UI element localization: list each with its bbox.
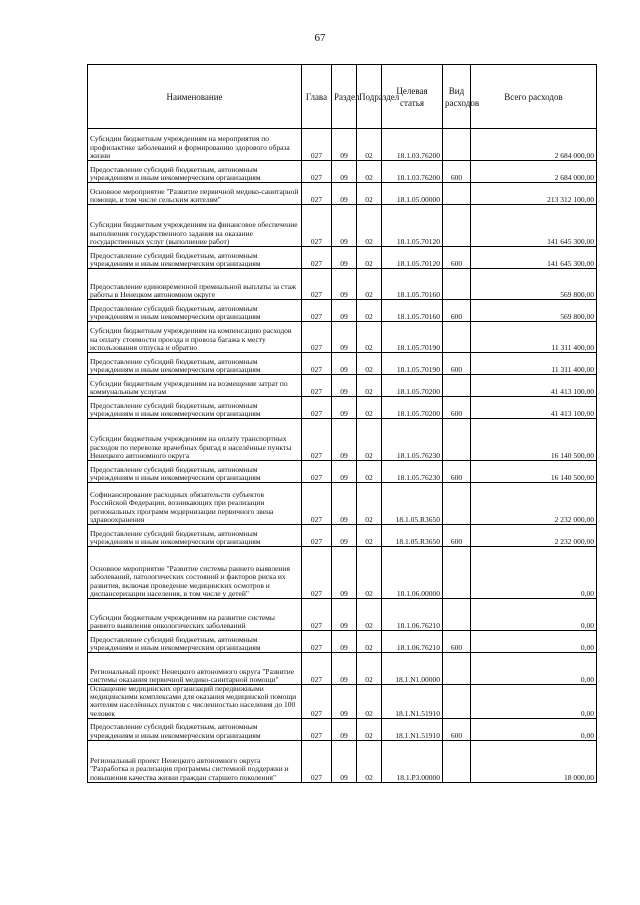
cell-podrazdel: 02	[357, 205, 382, 247]
table-row	[88, 129, 597, 161]
cell-razdel: 09	[332, 419, 357, 461]
cell-vid	[443, 183, 471, 205]
cell-podrazdel: 02	[357, 685, 382, 719]
cell-glava: 027	[302, 205, 332, 247]
cell-glava: 027	[302, 685, 332, 719]
cell-name: Субсидии бюджетным учреждениям на возмещение затрат по коммунальным услугам	[88, 375, 302, 397]
cell-vid	[443, 375, 471, 397]
cell-total: 2 232 000,00	[471, 525, 597, 547]
cell-glava: 027	[302, 740, 332, 782]
cell-target: 18.1.05.R3650	[382, 483, 443, 525]
cell-razdel: 09	[332, 599, 357, 631]
header-podrazdel: Подраздел	[357, 65, 382, 129]
table-header-row	[88, 65, 597, 129]
cell-podrazdel: 02	[357, 525, 382, 547]
table-row	[88, 161, 597, 183]
cell-razdel: 09	[332, 300, 357, 322]
header-target: Целевая статья	[382, 65, 443, 129]
cell-glava: 027	[302, 461, 332, 483]
table-row	[88, 631, 597, 653]
cell-podrazdel: 02	[357, 161, 382, 183]
cell-podrazdel: 02	[357, 375, 382, 397]
cell-target: 18.1.N1.00000	[382, 653, 443, 685]
cell-total: 41 413 100,00	[471, 375, 597, 397]
cell-target: 18.1.05.70190	[382, 353, 443, 375]
cell-vid	[443, 740, 471, 782]
header-total: Всего расходов	[471, 65, 597, 129]
cell-razdel: 09	[332, 353, 357, 375]
cell-total: 0,00	[471, 547, 597, 599]
cell-target: 18.1.06.00000	[382, 547, 443, 599]
table-row	[88, 205, 597, 247]
table-row	[88, 685, 597, 719]
cell-target: 18.1.05.70200	[382, 397, 443, 419]
cell-podrazdel: 02	[357, 353, 382, 375]
cell-target: 18.1.N1.51910	[382, 685, 443, 719]
cell-target: 18.1.06.76210	[382, 599, 443, 631]
cell-name: Предоставление субсидий бюджетным, автономным учреждениям и иным некоммерческим организациям	[88, 718, 302, 740]
cell-target: 18.1.N1.51910	[382, 718, 443, 740]
table-row	[88, 419, 597, 461]
cell-name: Предоставление субсидий бюджетным, автономным учреждениям и иным некоммерческим организациям	[88, 353, 302, 375]
cell-total: 16 140 500,00	[471, 461, 597, 483]
cell-target: 18.1.05.70160	[382, 269, 443, 300]
cell-total: 11 311 400,00	[471, 353, 597, 375]
cell-total: 569 800,00	[471, 269, 597, 300]
cell-name: Региональный проект Ненецкого автономного округа "Развитие системы оказания первичной медико-санитарной помощи"	[88, 653, 302, 685]
cell-glava: 027	[302, 183, 332, 205]
cell-vid: 600	[443, 718, 471, 740]
cell-target: 18.1.05.70120	[382, 247, 443, 269]
cell-podrazdel: 02	[357, 397, 382, 419]
cell-razdel: 09	[332, 483, 357, 525]
header-glava: Глава	[302, 65, 332, 129]
cell-name: Основное мероприятие "Развитие первичной медико-санитарной помощи, в том числе сельским жителям"	[88, 183, 302, 205]
cell-glava: 027	[302, 129, 332, 161]
cell-razdel: 09	[332, 461, 357, 483]
cell-glava: 027	[302, 375, 332, 397]
cell-glava: 027	[302, 161, 332, 183]
cell-podrazdel: 02	[357, 461, 382, 483]
cell-vid	[443, 653, 471, 685]
header-razdel: Раздел	[332, 65, 357, 129]
cell-vid: 600	[443, 397, 471, 419]
cell-total: 41 413 100,00	[471, 397, 597, 419]
cell-target: 18.1.05.70120	[382, 205, 443, 247]
cell-target: 18.1.05.76230	[382, 419, 443, 461]
cell-vid: 600	[443, 247, 471, 269]
cell-vid	[443, 322, 471, 353]
cell-target: 18.1.06.76210	[382, 631, 443, 653]
table-row	[88, 397, 597, 419]
page-number: 67	[314, 32, 326, 44]
cell-razdel: 09	[332, 205, 357, 247]
cell-razdel: 09	[332, 653, 357, 685]
table-row	[88, 483, 597, 525]
cell-name: Основное мероприятие "Развитие системы раннего выявления заболеваний, патологических состояний и факторов риска их развития, включая проведение медицинских осмотров и диспансеризации населения, в том числе у детей"	[88, 547, 302, 599]
table-row	[88, 247, 597, 269]
cell-glava: 027	[302, 547, 332, 599]
cell-target: 18.1.05.76230	[382, 461, 443, 483]
cell-vid	[443, 419, 471, 461]
cell-total: 0,00	[471, 718, 597, 740]
cell-vid	[443, 205, 471, 247]
cell-glava: 027	[302, 525, 332, 547]
cell-name: Предоставление субсидий бюджетным, автономным учреждениям и иным некоммерческим организациям	[88, 461, 302, 483]
cell-name: Субсидии бюджетным учреждениям на оплату транспортных расходов по перевозке врачебных бригад в населённые пункты Ненецкого автономного округа	[88, 419, 302, 461]
cell-razdel: 09	[332, 525, 357, 547]
cell-target: 18.1.05.70190	[382, 322, 443, 353]
cell-name: Предоставление субсидий бюджетным, автономным учреждениям и иным некоммерческим организациям	[88, 300, 302, 322]
table-row	[88, 525, 597, 547]
cell-total: 213 312 100,00	[471, 183, 597, 205]
cell-podrazdel: 02	[357, 740, 382, 782]
cell-total: 141 645 300,00	[471, 205, 597, 247]
budget-table	[87, 64, 597, 783]
cell-razdel: 09	[332, 322, 357, 353]
cell-podrazdel: 02	[357, 547, 382, 599]
cell-total: 18 000,00	[471, 740, 597, 782]
cell-target: 18.1.05.00000	[382, 183, 443, 205]
cell-total: 141 645 300,00	[471, 247, 597, 269]
table-row	[88, 740, 597, 782]
cell-target: 18.1.03.76200	[382, 129, 443, 161]
cell-razdel: 09	[332, 129, 357, 161]
cell-vid: 600	[443, 461, 471, 483]
cell-razdel: 09	[332, 183, 357, 205]
cell-glava: 027	[302, 718, 332, 740]
cell-name: Предоставление субсидий бюджетным, автономным учреждениям и иным некоммерческим организациям	[88, 397, 302, 419]
cell-razdel: 09	[332, 397, 357, 419]
table-row	[88, 375, 597, 397]
cell-name: Софинансирование расходных обязательств субъектов Российской Федерации, возникающих при реализации региональных программ модернизации первичного звена здравоохранения	[88, 483, 302, 525]
cell-total: 0,00	[471, 599, 597, 631]
table-row	[88, 322, 597, 353]
cell-glava: 027	[302, 397, 332, 419]
cell-podrazdel: 02	[357, 631, 382, 653]
cell-total: 569 800,00	[471, 300, 597, 322]
cell-glava: 027	[302, 599, 332, 631]
cell-razdel: 09	[332, 247, 357, 269]
cell-vid	[443, 685, 471, 719]
header-vid: Вид расходов	[443, 65, 471, 129]
cell-razdel: 09	[332, 685, 357, 719]
cell-glava: 027	[302, 419, 332, 461]
cell-total: 16 140 500,00	[471, 419, 597, 461]
cell-name: Субсидии бюджетным учреждениям на финансовое обеспечение выполнения государственного задания на оказание государственных услуг (выполнение работ)	[88, 205, 302, 247]
cell-vid	[443, 599, 471, 631]
cell-podrazdel: 02	[357, 247, 382, 269]
table-row	[88, 300, 597, 322]
cell-target: 18.1.P3.00000	[382, 740, 443, 782]
cell-razdel: 09	[332, 631, 357, 653]
cell-vid: 600	[443, 161, 471, 183]
cell-vid: 600	[443, 631, 471, 653]
cell-glava: 027	[302, 247, 332, 269]
cell-total: 0,00	[471, 631, 597, 653]
cell-total: 2 232 000,00	[471, 483, 597, 525]
cell-name: Предоставление субсидий бюджетным, автономным учреждениям и иным некоммерческим организациям	[88, 161, 302, 183]
table-row	[88, 653, 597, 685]
cell-vid	[443, 547, 471, 599]
cell-podrazdel: 02	[357, 183, 382, 205]
table-row	[88, 599, 597, 631]
table-row	[88, 547, 597, 599]
cell-name: Предоставление субсидий бюджетным, автономным учреждениям и иным некоммерческим организациям	[88, 631, 302, 653]
cell-razdel: 09	[332, 718, 357, 740]
cell-vid	[443, 269, 471, 300]
cell-podrazdel: 02	[357, 718, 382, 740]
cell-podrazdel: 02	[357, 300, 382, 322]
cell-total: 11 311 400,00	[471, 322, 597, 353]
cell-target: 18.1.05.R3650	[382, 525, 443, 547]
cell-name: Субсидии бюджетным учреждениям на развитие системы раннего выявления онкологических заболеваний	[88, 599, 302, 631]
header-name: Наименование	[88, 65, 302, 129]
table-row	[88, 718, 597, 740]
cell-podrazdel: 02	[357, 653, 382, 685]
cell-razdel: 09	[332, 740, 357, 782]
cell-podrazdel: 02	[357, 599, 382, 631]
cell-target: 18.1.05.70200	[382, 375, 443, 397]
cell-glava: 027	[302, 269, 332, 300]
cell-name: Предоставление субсидий бюджетным, автономным учреждениям и иным некоммерческим организациям	[88, 525, 302, 547]
cell-podrazdel: 02	[357, 269, 382, 300]
cell-name: Предоставление субсидий бюджетным, автономным учреждениям и иным некоммерческим организациям	[88, 247, 302, 269]
table-row	[88, 269, 597, 300]
cell-total: 2 684 000,00	[471, 129, 597, 161]
cell-name: Субсидии бюджетным учреждениям на мероприятия по профилактике заболеваний и формированию здорового образа жизни	[88, 129, 302, 161]
cell-glava: 027	[302, 322, 332, 353]
table-row	[88, 353, 597, 375]
cell-vid: 600	[443, 353, 471, 375]
cell-podrazdel: 02	[357, 322, 382, 353]
cell-target: 18.1.05.70160	[382, 300, 443, 322]
cell-razdel: 09	[332, 547, 357, 599]
cell-name: Региональный проект Ненецкого автономного округа "Разработка и реализация программы системной поддержки и повышения качества жизни граждан старшего поколения"	[88, 740, 302, 782]
cell-podrazdel: 02	[357, 419, 382, 461]
cell-glava: 027	[302, 653, 332, 685]
cell-total: 2 684 000,00	[471, 161, 597, 183]
cell-razdel: 09	[332, 269, 357, 300]
cell-vid	[443, 483, 471, 525]
cell-glava: 027	[302, 631, 332, 653]
cell-name: Оснащение медицинских организаций передвижными медицинскими комплексами для оказания медицинской помощи жителям населённых пунктов с численностью населения до 100 человек	[88, 685, 302, 719]
cell-glava: 027	[302, 300, 332, 322]
cell-razdel: 09	[332, 375, 357, 397]
table-body	[88, 129, 597, 783]
cell-name: Субсидии бюджетным учреждениям на компенсацию расходов на оплату стоимости проезда и провоза багажа к месту использования отпуска и обратно	[88, 322, 302, 353]
cell-vid	[443, 129, 471, 161]
cell-podrazdel: 02	[357, 129, 382, 161]
cell-target: 18.1.03.76200	[382, 161, 443, 183]
cell-podrazdel: 02	[357, 483, 382, 525]
cell-glava: 027	[302, 353, 332, 375]
cell-vid: 600	[443, 525, 471, 547]
cell-vid: 600	[443, 300, 471, 322]
cell-total: 0,00	[471, 653, 597, 685]
table-row	[88, 183, 597, 205]
table-row	[88, 461, 597, 483]
cell-razdel: 09	[332, 161, 357, 183]
cell-glava: 027	[302, 483, 332, 525]
cell-name: Предоставление единовременной премиальной выплаты за стаж работы в Ненецком автономном округе	[88, 269, 302, 300]
cell-total: 0,00	[471, 685, 597, 719]
